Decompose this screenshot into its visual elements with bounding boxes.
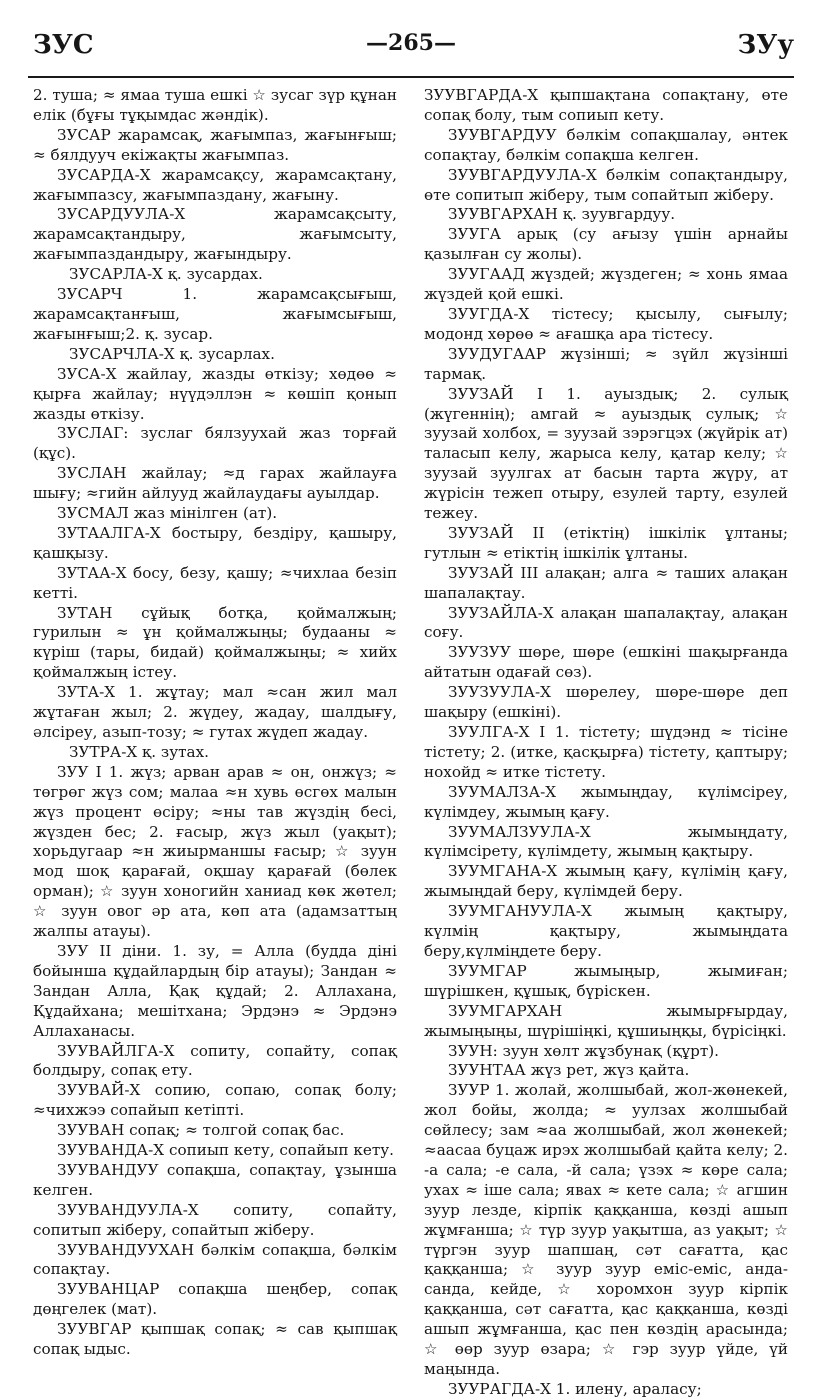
entry-paragraph: ЗУУВГАРДУУ бәлкім сопақшалау, әнтек сопақтау, бәлкім сопақша келген. xyxy=(424,125,788,164)
entry-paragraph: ЗУУГДА-Х тістесу; қысылу, сығылу; модонд хөрөө ≈ ағашқа ара тістесу. xyxy=(424,304,788,343)
entry-paragraph: ЗУУРАГДА-Х 1. илену, араласу; xyxy=(448,1379,702,1398)
entry-paragraph: ЗУУМГАНА-Х жымың қағу, күлімің қағу, жымыңдай беру, күлімдей беру. xyxy=(424,862,788,901)
entry-paragraph: ЗУТАА-Х босу, безу, қашу; ≈чихлаа безіп кетті. xyxy=(33,563,397,602)
right-column xyxy=(424,86,788,1400)
entry-paragraph: ЗУУВАНЦАР сопақша шеңбер, сопақ дөңгелек (мат). xyxy=(33,1280,397,1319)
left-column xyxy=(33,86,397,1360)
entry-paragraph: ЗУУВАН сопақ; ≈ толгой сопақ бас. xyxy=(57,1121,345,1140)
entry-paragraph: ЗУСАРДА-Х жарамсақсу, жарамсақтану, жағымпазсу, жағымпаздану, жағыну. xyxy=(33,165,397,204)
entry-paragraph: ЗУСАРЧЛА-Х қ. зусарлах. xyxy=(69,344,275,363)
entry-paragraph: ЗУУЛГА-Х I 1. тістету; шүдэнд ≈ тісіне тістету; 2. (итке, қасқырға) тістету, қаптыру; нохойд ≈ итке тістету. xyxy=(424,723,788,781)
entry-paragraph: ЗУТА-Х 1. жұтау; мал ≈сан жил мал жұтаған жыл; 2. жүдеу, жадау, шалдығу, әлсіреу, азып-тозу; ≈ гутах жүдеп жадау. xyxy=(33,683,397,741)
entry-paragraph: 2. туша; ≈ ямаа туша ешкі ☆ зусаг зүр құнан елік (бұғы тұқымдас жәндік). xyxy=(33,86,397,124)
entry-paragraph: ЗУУЗУУЛА-Х шөрелеу, шөре-шөре деп шақыру (ешкіні). xyxy=(424,683,788,722)
entry-paragraph: ЗУУВАЙЛГА-Х сопиту, сопайту, сопақ болдыру, сопақ ету. xyxy=(33,1041,397,1080)
entry-paragraph: ЗУСАРЧ 1. жарамсақсығыш, жарамсақтанғыш, жағымсығыш, жағынғыш;2. қ. зусар. xyxy=(33,285,397,343)
right-running-headword: ЗУу xyxy=(737,30,794,60)
entry-paragraph: ЗУУР 1. жолай, жолшыбай, жол-жөнекей, жол бойы, жолда; ≈ уулзах жолшыбай сөйлесу; зам ≈аа жолшыбай, жол жөнекей; ≈аасаа буцаж ирэх жолшыбай қайта келу; 2. -а сала; -е сала, -й сала; үзэх ≈ көре сала; ухах ≈ іше сала; явах ≈ кете сала; ☆ агшин зуур лезде, кірпік қаққанша, көзді ашып жұмғанша; ☆ түр зуур уақытша, аз уақыт; ☆ түргэн зуур шапшаң, сәт сағатта, қас қаққанша; ☆ зуур зуур еміс-еміс, анда-санда, кейде, ☆ хоромхон зуур кірпік қаққанша, сәт сағатта, қас қаққанша, көзді ашып жұмғанша, қас пен көздің арасында; ☆ өөр зуур өзара; ☆ гэр зуур үйде, үй маңында. xyxy=(424,1081,789,1378)
entry-paragraph: ЗУСАРДУУЛА-Х жарамсақсыту, жарамсақтандыру, жағымсыту, жағымпаздандыру, жағындыру. xyxy=(33,205,397,264)
entry-paragraph: ЗУУЗАЙ III алақан; алга ≈ таших алақан шапалақтау. xyxy=(424,563,788,602)
entry-paragraph: ЗУУВГАР қыпшақ сопақ; ≈ сав қыпшақ сопақ ыдыс. xyxy=(33,1320,397,1359)
entry-paragraph: ЗУУЗАЙ I 1. ауыздық; 2. сулық (жүгеннің); амгай ≈ ауыздық сулық; ☆ зуузай холбох, = зуузай зэрэгцэх (жүйрік ат) таласып келу, жарыса келу, қатар келу; ☆ зуузай зуулгах ат басын тарта жүру, ат жүрісін тежеп отыру, езулей тарту, езулей тежеу. xyxy=(424,384,788,523)
entry-paragraph: ЗУУВГАРДУУЛА-Х бәлкім сопақтандыру, өте сопитып жіберу, тым сопайтып жіберу. xyxy=(424,165,788,204)
entry-paragraph: ЗУУМГАНУУЛА-Х жымың қақтыру, күлмің қақтыру, жымыңдата беру,күлміңдете беру. xyxy=(424,902,788,960)
entry-paragraph: ЗУУЗАЙЛА-Х алақан шапалақтау, алақан соғу. xyxy=(424,603,788,642)
entry-paragraph: ЗУСМАЛ жаз мінілген (ат). xyxy=(57,504,278,523)
entry-paragraph: ЗУУДУГААР жүзінші; ≈ зүйл жүзінші тармақ. xyxy=(424,344,788,383)
entry-paragraph: ЗУСАРЛА-Х қ. зусардах. xyxy=(69,265,263,284)
entry-paragraph: ЗУСЛАН жайлау; ≈д гарах жайлауға шығу; ≈гийн айлууд жайлаудағы ауылдар. xyxy=(33,464,397,503)
entry-paragraph: ЗУУВГАРДА-Х қыпшақтана сопақтану, өте сопақ болу, тым сопиып кету. xyxy=(424,86,788,124)
entry-paragraph: ЗУУМАЛЗА-Х жымыңдау, күлімсіреу, күлімдеу, жымың қағу. xyxy=(424,782,788,821)
entry-paragraph: ЗУУ II діни. 1. зу, = Алла (будда діні бойынша құдайлардың бір атауы); Зандан ≈ Зандан Алла, Қақ құдай; 2. Аллахана, Құдайхана; мешітхана; Эрдэнэ ≈ Эрдэнэ Аллаханасы. xyxy=(33,941,397,1040)
entry-paragraph: ЗУУГААД жүздей; жүздеген; ≈ хонь ямаа жүздей қой ешкі. xyxy=(424,265,788,304)
entry-paragraph: ЗУУМГАР жымыңыр, жымиған; шүрішкен, құшық, бүріскен. xyxy=(424,961,788,1000)
entry-paragraph: ЗУСА-Х жайлау, жазды өткізу; хөдөө ≈ қырға жайлау; нүүдэллэн ≈ көшіп қонып жазды өткізу. xyxy=(33,364,397,423)
entry-paragraph: ЗУУМАЛЗУУЛА-Х жымыңдату, күлімсірету, күлімдету, жымың қақтыру. xyxy=(424,822,788,861)
entry-paragraph: ЗУТРА-Х қ. зутах. xyxy=(69,742,209,761)
entry-paragraph: ЗУУМГАРХАН жымырғырдау, жымыңыңы, шүрішіңкі, құшиыңқы, бүрісіңкі. xyxy=(424,1001,788,1040)
entry-paragraph: ЗУУВАНДУУЛА-Х сопиту, сопайту, сопитып жіберу, сопайтып жіберу. xyxy=(33,1200,397,1239)
entry-paragraph: ЗУУВГАРХАН қ. зуувгардуу. xyxy=(448,205,676,224)
entry-paragraph: ЗУСАР жарамсақ, жағымпаз, жағынғыш; ≈ бялдууч екіжақты жағымпаз. xyxy=(33,125,397,164)
page-number: —265— xyxy=(366,30,456,56)
entry-paragraph: ЗУУВАНДУУХАН бәлкім сопақша, бәлкім сопақтау. xyxy=(33,1240,397,1279)
entry-paragraph: ЗУУНТАА жүз рет, жүз қайта. xyxy=(448,1061,690,1080)
entry-paragraph: ЗУТААЛГА-Х бостыру, бездіру, қашыру, қашқызу. xyxy=(33,523,397,562)
header-rule xyxy=(28,76,794,78)
entry-paragraph: ЗУСЛАГ: зуслаг бялзуухай жаз торғай (құс). xyxy=(33,424,397,463)
entry-paragraph: ЗУУ I 1. жүз; арван арав ≈ он, онжүз; ≈ төгрөг жүз сом; малаа ≈н хувь өсгөх малын жүз процент өсіру; ≈ны тав жүздің бесі, жүзден бес; 2. ғасыр, жүз жыл (уақыт); хорьдугаар ≈н жиырманшы ғасыр; ☆ зуун мод шоқ қарағай, оқшау қарағай (бөлек орман); ☆ зуун хоногийн ханиад көк жөтел; ☆ зуун овог әр ата, көп ата (адамзаттың жалпы атауы). xyxy=(33,762,397,941)
entry-paragraph: ЗУУЗАЙ II (етіктің) ішкілік ұлтаны; гутлын ≈ етіктің ішкілік ұлтаны. xyxy=(424,523,788,562)
entry-paragraph: ЗУУВАНДА-Х сопиып кету, сопайып кету. xyxy=(57,1141,394,1160)
entry-paragraph: ЗУУГА арық (су ағызу үшін арнайы қазылған су жолы). xyxy=(424,225,788,264)
page-header xyxy=(0,0,822,70)
entry-paragraph: ЗУУН: зуун хөлт жұзбунақ (құрт). xyxy=(448,1041,720,1060)
entry-paragraph: ЗУУВАНДУУ сопақша, сопақтау, ұзынша келген. xyxy=(33,1160,397,1199)
entry-paragraph: ЗУУВАЙ-Х сопию, сопаю, сопақ болу; ≈чихжээ сопайып кетіпті. xyxy=(33,1081,397,1120)
entry-paragraph: ЗУУЗУУ шөре, шөре (ешкіні шақырғанда айтатын одағай сөз). xyxy=(424,643,788,682)
left-running-headword: ЗУС xyxy=(33,30,94,60)
entry-paragraph: ЗУТАН сұйық ботқа, қоймалжың; гурилын ≈ ұн қоймалжыңы; будааны ≈ күріш (тары, бидай) қоймалжыңы; ≈ хийх қоймалжың істеу. xyxy=(33,603,397,682)
